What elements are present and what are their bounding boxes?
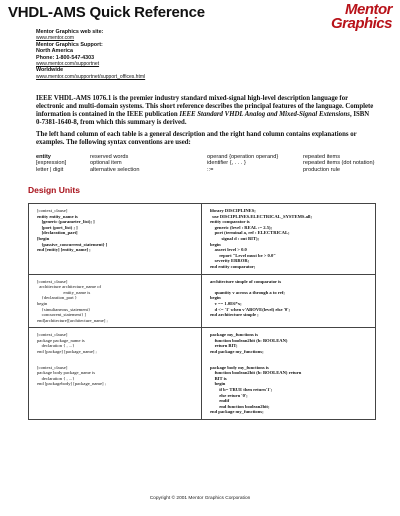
table-row [29,328,375,419]
convention-cell: reserved words [90,154,129,160]
example-cell [202,275,375,328]
contact-line: Worldwide [36,67,64,74]
mentor-graphics-logo [299,3,392,31]
syntax-text: [context_clause] package body package_name is declaration { , ...} end [packagebody] [package_name] ; [37,364,106,387]
section-heading: Design Units [28,185,80,195]
intro-paragraph-2: The left hand column of each table is a general description and the right hand column contains explanations or examples. The following syntax conventions are used: [36,131,357,147]
syntax-conventions [36,154,386,173]
contact-info [36,29,145,80]
syntax-text: [context_clause] architecture architecture_name of entity_name is {declaration_part } begin {simultaneous_statement} concurrent_statement} ] end[architecture][architecture_name] ; [37,278,108,323]
example-text: entity comparator is generic (level : REAL := 2.5); port (terminal a, ref : ELECTRICAL; signal d : out BIT); begin assert level > 0.0 report "Level must be > 0.0" severity ERROR; end entity comparator; [210,219,290,269]
convention-cell: production rule [303,166,341,173]
syntax-cell [29,204,202,274]
logo-line-2: Graphics [330,15,392,32]
convention-cell: operand {operation operand} [207,154,279,160]
intro-paragraph-1: IEEE VHDL-AMS 1076.1 is the premier industry standard mixed-signal high-level description language for electronic and multi-domain systems. This short reference describes the principal features of the language. Complete information is contained in the IEEE publication IEEE Standard VHDL Analog and Mixed-Signal Extensions, ISBN 0-7381-1640-8, from which this summary is derived. [36,95,374,127]
convention-cell: optional item [90,160,122,167]
page-title: VHDL-AMS Quick Reference [8,4,205,21]
syntax-cell [29,328,202,419]
contact-link[interactable]: www.mentor.com/supportnet [36,61,100,68]
design-units-table [28,203,376,420]
syntax-text: [context_clause] [37,208,68,213]
example-text: package my_functions is function boolean2bit (b: BOOLEAN) return BIT; end package my_functions; [210,332,288,355]
example-text: package body my_functions is function boolean2bit (b: BOOLEAN) return BIT is begin if b= TRUE then return'1'; else return '0'; endif end function boolean2bit; end package my_functions; [210,364,302,415]
convention-row [36,167,386,173]
table-row [29,275,375,329]
convention-cell: entity [36,154,51,160]
intro-text [36,95,376,152]
syntax-cell [29,275,202,328]
convention-cell: repeated items (dot notation) [303,160,375,167]
example-cell [202,328,375,419]
example-text: architecture simple of comparator is quantity v across a through a to ref; begin v == 1.0E6*x; d <= '1' when v'ABOVE(level) else '0'; end architecture simple ; [210,278,291,318]
contact-link[interactable]: www.mentor.com/supportnet/support_offices.html [36,73,146,80]
logo-line-1: Mentor [345,1,392,18]
contact-line: Mentor Graphics web site: [36,29,104,35]
contact-link[interactable]: www.mentor.com [36,35,75,42]
example-cell [202,204,375,274]
convention-cell: ::= [207,166,214,173]
convention-cell: [expression] [36,160,67,167]
convention-cell: repeated items [303,154,341,160]
syntax-text: [context_clause] package package_name is declaration { , ...} end [package] [package_name] ; [37,332,97,355]
example-text: library DISCIPLINES; use DISCIPLINES.ELECTRICAL_SYSTEMS.all; [210,208,312,219]
syntax-text: entity entity_name is [generic (parameter_list); ] [port (port_list) ; ] [declaration_part] [begin {passive_concurrent_statement} ] end [entity] [entity_name] ; [37,213,108,253]
convention-cell: letter | digit [36,166,64,173]
copyright-footer: Copyright © 2001 Mentor Graphics Corporation [149,496,251,501]
contact-line: Phone: 1-800-547-4303 [36,54,95,61]
convention-cell: alternative selection [90,166,140,173]
table-row [29,204,375,275]
contact-line: North America [36,48,73,55]
convention-cell: identifier {, . . . } [207,160,246,167]
contact-line: Mentor Graphics Support: [36,41,103,48]
